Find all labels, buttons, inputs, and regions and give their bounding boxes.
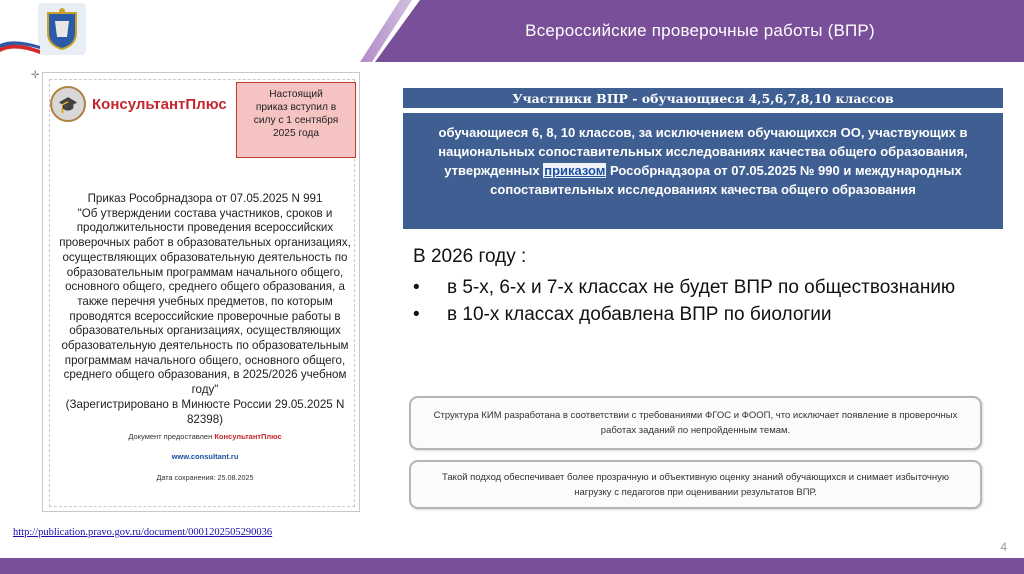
order-line: программам начального общего, основного общего, (64, 353, 346, 367)
header-left (0, 0, 420, 62)
order-link[interactable]: приказом (544, 163, 606, 178)
participants-text-1: обучающиеся 6, 8, 10 классов, за исключением обучающихся ОО, участвующих в национальных сопоставительных исследованиях качества общего образования, утвержденных (438, 125, 968, 178)
order-line: (Зарегистрировано в Минюсте России 29.05.2025 N (65, 397, 345, 411)
order-line: образовательным программам начального общего, (66, 265, 344, 279)
list-item-text: в 10-х классах добавлена ВПР по биологии (447, 304, 832, 325)
bullet-icon: • (413, 304, 420, 325)
order-line: продолжительности проведения всероссийских (76, 221, 334, 235)
year-2026-list (413, 274, 973, 328)
page-number: 4 (1000, 540, 1007, 554)
order-line: Приказ Рособрнадзора от 07.05.2025 N 991 (87, 192, 323, 205)
order-line: проверочных работ в образовательных организациях, (59, 236, 351, 250)
notice-line: Настоящий (269, 89, 323, 100)
bullet-icon: • (413, 277, 420, 298)
order-line: осуществляющих образовательную деятельность по (62, 250, 348, 264)
consultant-logo-text: КонсультантПлюс (92, 95, 227, 113)
note-text: Такой подход обеспечивает более прозрачную и объективную оценку знаний обучающихся и снимает избыточную нагрузку с педагогов при оценивании результатов ВПР. (442, 471, 949, 498)
note-box-approach (409, 460, 982, 509)
order-line: также перечня учебных предметов, по которым (77, 294, 333, 308)
effective-date-notice (236, 82, 356, 158)
provided-prefix: Документ предоставлен (128, 432, 215, 441)
source-link[interactable]: http://publication.pravo.gov.ru/document/0001202505290036 (13, 527, 273, 538)
flag-ribbon-icon (0, 40, 40, 56)
consultant-site-link[interactable]: www.consultant.ru (171, 452, 239, 461)
note-box-kim (409, 396, 982, 450)
notice-line: 2025 года (272, 128, 320, 139)
note-text: Структура КИМ разработана в соответствии с требованиями ФГОС и ФООП, что исключает появление в проверочных работах заданий по непройденным темам. (433, 410, 958, 436)
order-text (50, 192, 360, 427)
consultant-logo (50, 84, 235, 124)
year-2026-title: В 2026 году : (413, 246, 527, 267)
footer-band (0, 558, 1024, 574)
order-line: проводятся всероссийские проверочные работы в (69, 309, 341, 323)
page-title: Всероссийские проверочные работы (ВПР) (525, 21, 875, 40)
list-item (413, 301, 973, 328)
participants-header: Участники ВПР - обучающиеся 4,5,6,7,8,10 классов (403, 88, 1003, 108)
order-line: основного общего, среднего общего образования, а (65, 280, 345, 294)
order-line: году" (191, 383, 219, 397)
notice-line: приказ вступил в (255, 102, 337, 113)
saved-date: Дата сохранения: 25.08.2025 (156, 473, 254, 482)
samara-crest-icon (38, 3, 86, 55)
list-item (413, 274, 973, 301)
list-item-text: в 5-х, 6-х и 7-х классах не будет ВПР по обществознанию (447, 277, 956, 298)
order-line: "Об утверждении состава участников, сроков и (77, 206, 333, 220)
provided-brand: КонсультантПлюс (214, 432, 282, 441)
order-line: среднего общего образования, в 2025/2026 учебном (63, 368, 347, 382)
order-line: образовательную деятельность по образовательным (61, 339, 349, 353)
order-line: 82398) (186, 412, 224, 426)
notice-line: силу с 1 сентября (253, 115, 339, 126)
provided-by (50, 432, 360, 441)
order-line: образовательных организациях, осуществляющих (69, 324, 341, 338)
move-handle-icon: ✛ (31, 70, 40, 81)
participants-body (403, 113, 1003, 229)
consultant-mascot-icon: 🎓 (50, 86, 86, 122)
participants-text-2: Рособрнадзора от 07.05.2025 № 990 и международных сопоставительных исследованиях качества общего образования (490, 163, 962, 197)
